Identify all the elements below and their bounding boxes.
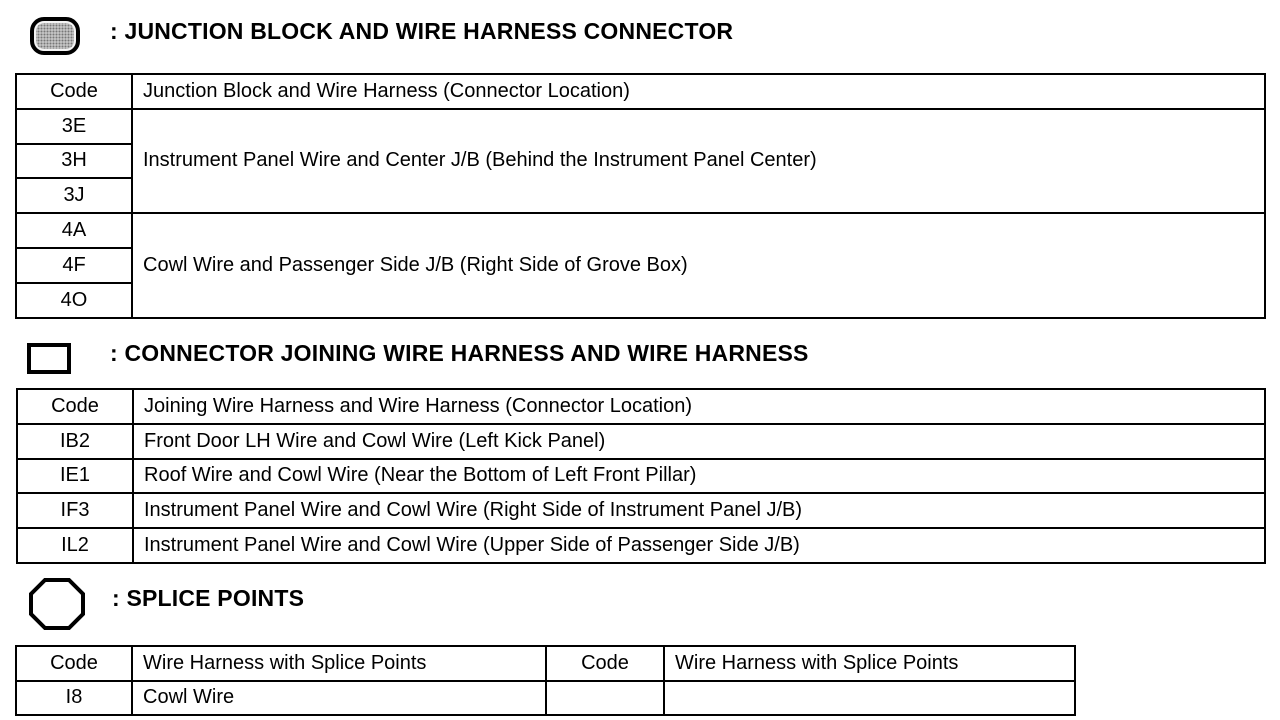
code-cell: 4A	[16, 213, 132, 248]
header-code: Code	[16, 74, 132, 109]
header-code: Code	[16, 646, 132, 681]
table-row	[17, 528, 1265, 563]
description-cell	[664, 681, 1075, 716]
code-cell: 3E	[16, 109, 132, 144]
splice-points-section-title: : SPLICE POINTS	[112, 585, 305, 611]
code-cell	[546, 681, 664, 716]
junction-block-section-title: : JUNCTION BLOCK AND WIRE HARNESS CONNECTOR	[110, 18, 734, 44]
description-cell: Instrument Panel Wire and Cowl Wire (Upper Side of Passenger Side J/B)	[133, 528, 1265, 563]
description-cell: Instrument Panel Wire and Cowl Wire (Right Side of Instrument Panel J/B)	[133, 493, 1265, 528]
code-cell: I8	[16, 681, 132, 716]
code-cell: IE1	[17, 459, 133, 494]
table-header-row	[17, 389, 1265, 424]
table-row	[17, 459, 1265, 494]
table-row	[16, 681, 1075, 716]
code-cell: IL2	[17, 528, 133, 563]
description-cell: Front Door LH Wire and Cowl Wire (Left Kick Panel)	[133, 424, 1265, 459]
header-description: Joining Wire Harness and Wire Harness (Connector Location)	[133, 389, 1265, 424]
code-cell: 3J	[16, 178, 132, 213]
description-cell: Roof Wire and Cowl Wire (Near the Bottom of Left Front Pillar)	[133, 459, 1265, 494]
table-row	[16, 109, 1265, 144]
junction-block-symbol-icon	[30, 17, 80, 55]
table-header-row	[16, 74, 1265, 109]
connector-joining-table	[16, 388, 1266, 564]
header-code: Code	[546, 646, 664, 681]
junction-block-table	[15, 73, 1266, 319]
code-cell: 4O	[16, 283, 132, 318]
header-description: Wire Harness with Splice Points	[132, 646, 546, 681]
header-description: Junction Block and Wire Harness (Connector Location)	[132, 74, 1265, 109]
splice-octagon-icon	[28, 577, 86, 631]
header-description: Wire Harness with Splice Points	[664, 646, 1075, 681]
description-cell: Instrument Panel Wire and Center J/B (Behind the Instrument Panel Center)	[132, 109, 1265, 213]
description-cell: Cowl Wire and Passenger Side J/B (Right Side of Grove Box)	[132, 213, 1265, 317]
code-cell: IF3	[17, 493, 133, 528]
description-cell: Cowl Wire	[132, 681, 546, 716]
code-cell: IB2	[17, 424, 133, 459]
connector-joining-section-title: : CONNECTOR JOINING WIRE HARNESS AND WIRE HARNESS	[110, 340, 809, 366]
table-row	[17, 424, 1265, 459]
table-row	[16, 213, 1265, 248]
table-row	[17, 493, 1265, 528]
code-cell: 3H	[16, 144, 132, 179]
table-header-row	[16, 646, 1075, 681]
header-code: Code	[17, 389, 133, 424]
code-cell: 4F	[16, 248, 132, 283]
splice-points-table	[15, 645, 1076, 716]
connector-symbol-icon	[27, 343, 71, 374]
